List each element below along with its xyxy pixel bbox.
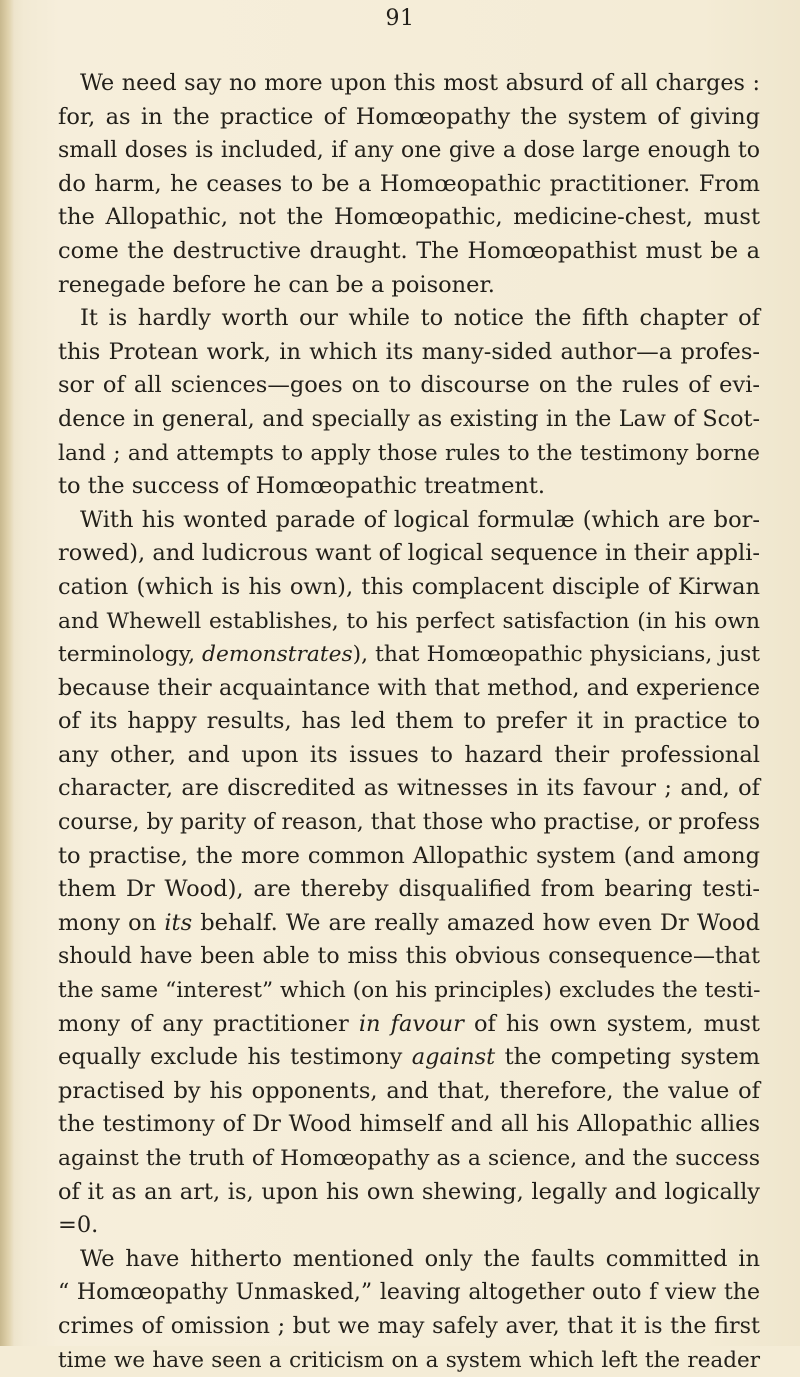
text-line: this Protean work, in which its many-sided author—a profes-: [58, 338, 760, 365]
text-line: to the success of Homœopathic treatment.: [58, 473, 546, 500]
text-line: rowed), and ludicrous want of logical sequence in their appli-: [58, 540, 760, 567]
text-line: cation (which is his own), this complacent disciple of Kirwan: [58, 573, 760, 600]
text-line: the same “interest” which (on his principles) excludes the testi-: [58, 978, 761, 1004]
text-line: mony of any practitioner in favour of his own system, must: [58, 1010, 760, 1037]
text-line: the testimony of Dr Wood himself and all his Allopathic allies: [58, 1111, 760, 1138]
text-line: any other, and upon its issues to hazard their professional: [58, 741, 760, 768]
text-line: small doses is included, if any one give a dose large enough to: [58, 138, 760, 164]
text-line: them Dr Wood), are thereby disqualified from bearing testi-: [58, 876, 760, 903]
text-line: course, by parity of reason, that those who practise, or profess: [58, 810, 761, 836]
text-line: should have been able to miss this obvious consequence—that: [58, 944, 760, 970]
text-line: equally exclude his testimony against the competing system: [58, 1044, 760, 1071]
text-line: land ; and attempts to apply those rules to the testimony borne: [58, 440, 760, 466]
text-line: do harm, he ceases to be a Homœopathic practitioner. From: [58, 170, 760, 197]
text-line: dence in general, and specially as existing in the Law of Scot-: [58, 405, 760, 432]
text-line: against the truth of Homœopathy as a science, and the success: [58, 1146, 760, 1171]
text-line: practised by his opponents, and that, therefore, the value of: [58, 1077, 760, 1104]
italic-word: demonstrates: [202, 642, 353, 668]
text-line: of it as an art, is, upon his own shewing, legally and logically: [58, 1178, 760, 1205]
text-line: to practise, the more common Allopathic system (and among: [58, 842, 760, 869]
text-line: time we have seen a criticism on a system which left the reader: [58, 1347, 760, 1373]
body-text: [58, 67, 760, 1377]
text-line: character, are discredited as witnesses in its favour ; and, of: [58, 775, 760, 802]
text-line: We have hitherto mentioned only the faults committed in: [80, 1245, 760, 1272]
text-line: crimes of omission ; but we may safely aver, that it is the first: [58, 1312, 760, 1339]
italic-word: against: [411, 1044, 496, 1071]
text-line: It is hardly worth our while to notice the fifth chapter of: [80, 305, 760, 332]
text-line: because their acquaintance with that method, and experience: [58, 674, 760, 701]
text-line: =0.: [58, 1212, 99, 1239]
text-line: come the destructive draught. The Homœopathist must be a: [58, 237, 760, 264]
text-line: With his wonted parade of logical formulæ (which are bor-: [80, 506, 760, 533]
text-line: of its happy results, has led them to prefer it in practice to: [58, 708, 760, 735]
page-number: 91: [385, 6, 415, 31]
text-line: for, as in the practice of Homœopathy the system of giving: [58, 103, 760, 130]
text-line: We need say no more upon this most absurd of all charges :: [80, 70, 760, 96]
italic-word: its: [164, 909, 193, 936]
page-binding-shadow: [0, 0, 14, 1346]
text-line: “ Homœopathy Unmasked,” leaving altogether outo f view the: [58, 1280, 760, 1306]
italic-word: in favour: [358, 1010, 464, 1037]
text-line: mony on its behalf. We are really amazed how even Dr Wood: [58, 909, 760, 936]
text-line: sor of all sciences—goes on to discourse on the rules of evi-: [58, 372, 760, 399]
text-line: the Allopathic, not the Homœopathic, medicine-chest, must: [58, 204, 760, 231]
text-line: terminology, demonstrates), that Homœopathic physicians, just: [58, 642, 760, 668]
text-line: and Whewell establishes, to his perfect satisfaction (in his own: [58, 608, 760, 634]
text-line: renegade before he can be a poisoner.: [58, 271, 495, 298]
